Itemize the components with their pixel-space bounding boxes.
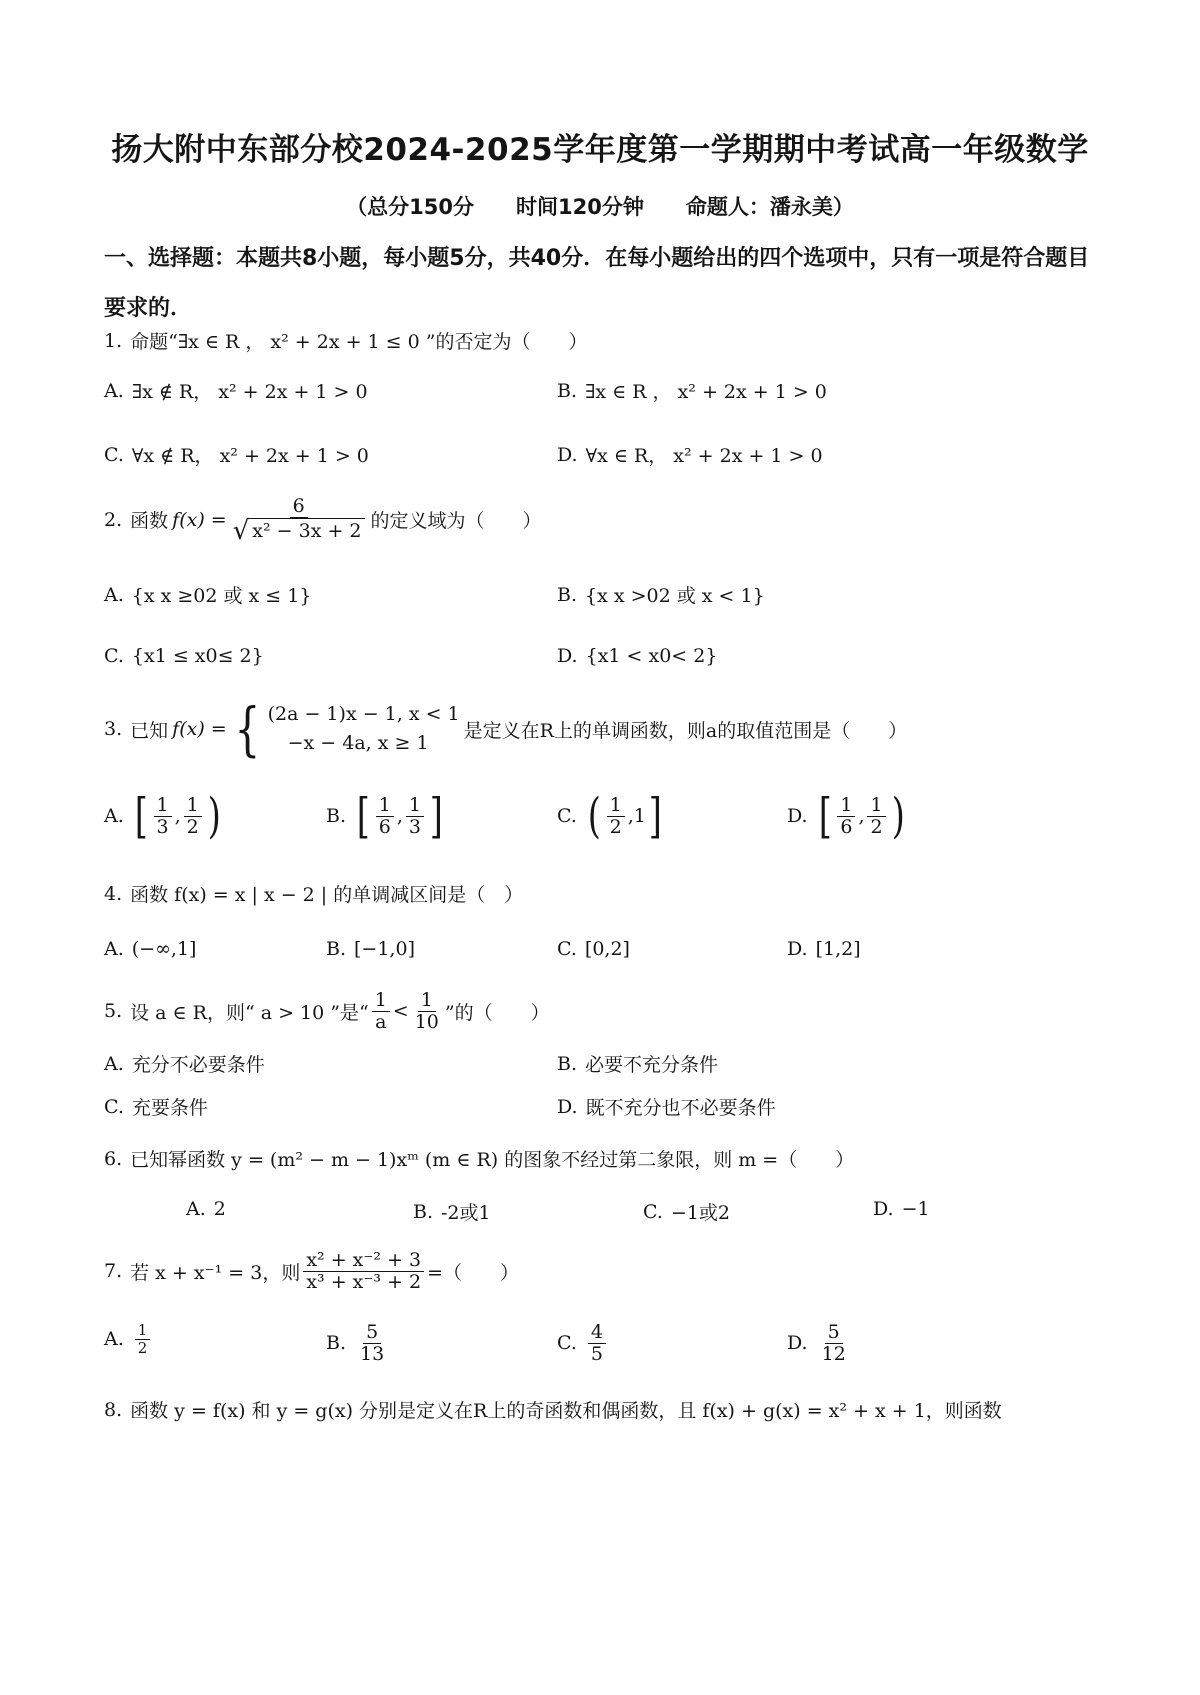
question-number: 6. — [104, 1147, 123, 1170]
denominator: 6 — [840, 815, 853, 838]
option-a — [104, 581, 311, 608]
option-b — [557, 1050, 718, 1077]
question-stem-post: 是定义在R上的单调函数，则a的取值范围是（ ） — [463, 719, 908, 742]
question-number: 1. — [104, 329, 123, 352]
option-label: B. — [326, 805, 347, 827]
option-c — [104, 441, 369, 468]
option-label: D. — [787, 805, 808, 827]
option-text: 充要条件 — [131, 1097, 208, 1119]
question-stem-post: ”的（ ） — [444, 1001, 550, 1024]
option-d — [787, 1322, 852, 1365]
question-7 — [104, 1250, 519, 1293]
option-label: B. — [326, 938, 347, 960]
denominator: 12 — [821, 1342, 846, 1365]
option-text: 必要不充分条件 — [585, 1054, 719, 1076]
numerator: 1 — [184, 795, 202, 817]
option-label: A. — [104, 938, 124, 960]
less-than: < — [392, 1000, 409, 1023]
question-1 — [104, 327, 587, 354]
fraction — [184, 795, 202, 838]
fraction — [588, 1322, 606, 1365]
piecewise-cases — [268, 700, 460, 759]
question-number: 8. — [104, 1398, 123, 1421]
option-text: [1,2] — [815, 938, 861, 960]
option-label: A. — [104, 583, 124, 606]
option-label: A. — [104, 805, 124, 827]
option-label: C. — [104, 443, 124, 466]
option-b — [413, 1198, 491, 1225]
option-a — [104, 938, 196, 960]
option-text: ∃x ∉ R， x² + 2x + 1 > 0 — [131, 381, 368, 403]
option-b — [326, 938, 415, 960]
option-d — [873, 1198, 930, 1220]
denominator: a — [375, 1010, 387, 1033]
exam-subtitle: （总分150分 时间120分钟 命题人：潘永美） — [346, 195, 854, 219]
numerator: 1 — [376, 795, 394, 817]
numerator: 5 — [363, 1322, 381, 1344]
option-b — [557, 581, 765, 608]
option-label: B. — [557, 583, 578, 606]
question-stem-pre: 设 a ∈ R，则“ a > 10 ”是“ — [130, 1001, 369, 1024]
question-stem-pre: 若 x + x⁻¹ = 3，则 — [130, 1261, 301, 1284]
option-d — [557, 441, 823, 468]
option-label: A. — [186, 1198, 206, 1220]
question-stem-pre: 函数 — [130, 510, 169, 533]
function-name: f(x) = — [172, 508, 227, 531]
denominator: 3 — [408, 815, 421, 838]
option-label: A. — [104, 1052, 124, 1075]
denominator: 5 — [590, 1342, 603, 1365]
option-text: {x x ≥02 或 x ≤ 1} — [131, 585, 312, 607]
option-text: 既不充分也不必要条件 — [585, 1097, 776, 1119]
function-name: f(x) = — [172, 718, 227, 741]
bracket-open: [ — [134, 788, 148, 844]
option-c — [104, 1093, 208, 1120]
question-stem-post: =（ ） — [427, 1261, 520, 1284]
fraction — [135, 1322, 151, 1356]
denominator: 10 — [414, 1010, 439, 1033]
option-text: −1或2 — [670, 1202, 731, 1224]
numerator: 1 — [418, 990, 436, 1012]
option-a — [186, 1198, 226, 1220]
bracket-open: [ — [356, 788, 370, 844]
denominator: 2 — [186, 815, 199, 838]
option-label: A. — [104, 1328, 124, 1350]
fraction — [867, 795, 885, 838]
option-label: C. — [643, 1200, 663, 1223]
option-label: A. — [104, 379, 124, 402]
denominator: 6 — [378, 815, 391, 838]
bracket-open: ( — [587, 788, 601, 844]
question-8 — [104, 1396, 1002, 1423]
option-text: -2或1 — [441, 1202, 491, 1224]
question-2 — [104, 496, 542, 544]
denominator: 2 — [137, 1338, 148, 1357]
option-label: D. — [787, 938, 808, 960]
denominator: 2 — [870, 815, 883, 838]
question-stem-pre: 已知 — [130, 719, 169, 742]
bracket-close: ) — [891, 788, 905, 844]
option-label: B. — [557, 379, 578, 402]
numerator: 4 — [588, 1322, 606, 1344]
option-a — [104, 788, 223, 844]
option-label: B. — [326, 1332, 347, 1355]
option-text: −1 — [901, 1198, 930, 1220]
option-label: D. — [873, 1198, 894, 1220]
option-d — [557, 645, 717, 667]
numerator: 1 — [867, 795, 885, 817]
option-label: C. — [557, 805, 577, 827]
fraction — [837, 795, 855, 838]
option-d — [557, 1093, 776, 1120]
numerator: 1 — [406, 795, 424, 817]
option-text: {x1 < x0< 2} — [585, 645, 718, 667]
option-c — [643, 1198, 730, 1225]
option-text: (−∞,1] — [131, 938, 197, 960]
option-text: ∃x ∈ R ， x² + 2x + 1 > 0 — [585, 381, 827, 403]
numerator: 1 — [154, 795, 172, 817]
fraction — [357, 1322, 387, 1365]
numerator: 5 — [825, 1322, 843, 1344]
numerator: 1 — [135, 1322, 151, 1340]
comma: , — [174, 805, 181, 827]
question-stem: 已知幂函数 y = (m² − m − 1)xᵐ (m ∈ R) 的图象不经过第二象限，则 m =（ ） — [130, 1149, 855, 1171]
fraction-numerator: 6 — [290, 496, 308, 518]
question-5 — [104, 990, 550, 1033]
fraction — [406, 795, 424, 838]
option-a — [104, 377, 368, 404]
option-text: [0,2] — [584, 938, 630, 960]
denominator: 2 — [609, 815, 622, 838]
numerator: 1 — [607, 795, 625, 817]
bracket-close: ) — [207, 788, 221, 844]
numerator: 1 — [837, 795, 855, 817]
fraction — [372, 990, 390, 1033]
option-text: {x x >02 或 x < 1} — [585, 585, 765, 607]
option-b — [326, 788, 446, 844]
denominator: 3 — [156, 815, 169, 838]
option-a — [104, 1050, 265, 1077]
option-text: ∀x ∉ R， x² + 2x + 1 > 0 — [131, 445, 369, 467]
option-label: C. — [104, 1095, 124, 1118]
option-c — [104, 645, 264, 667]
numerator: 1 — [372, 990, 390, 1012]
option-label: C. — [104, 645, 124, 667]
question-number: 3. — [104, 718, 123, 741]
option-text: [−1,0] — [354, 938, 415, 960]
left-brace: { — [234, 695, 261, 764]
option-b — [557, 377, 827, 404]
option-c — [557, 938, 630, 960]
option-b — [326, 1322, 390, 1365]
question-3 — [104, 695, 908, 764]
option-label: B. — [557, 1052, 578, 1075]
question-6 — [104, 1145, 854, 1172]
option-d — [787, 938, 861, 960]
fraction — [230, 496, 368, 544]
option-label: B. — [413, 1200, 434, 1223]
fraction — [412, 990, 442, 1033]
option-label: D. — [787, 1332, 808, 1355]
fraction — [819, 1322, 849, 1365]
denominator: 13 — [360, 1342, 385, 1365]
option-c — [557, 788, 665, 844]
exam-title: 扬大附中东部分校2024-2025学年度第一学期期中考试高一年级数学 — [111, 132, 1089, 168]
question-4 — [104, 880, 523, 907]
bracket-open: [ — [818, 788, 832, 844]
question-number: 7. — [104, 1260, 123, 1283]
option-label: D. — [557, 1095, 578, 1118]
denominator: x³ + x⁻³ + 2 — [306, 1270, 422, 1293]
option-text: {x1 ≤ x0≤ 2} — [131, 645, 264, 667]
section-heading: 一、选择题：本题共8小题，每小题5分，共40分．在每小题给出的四个选项中，只有一项是符合题目要求的． — [104, 246, 1090, 321]
option-text: 充分不必要条件 — [131, 1054, 265, 1076]
option-text: 2 — [213, 1198, 226, 1220]
question-stem: 函数 f(x) = x | x − 2 | 的单调减区间是（ ） — [130, 884, 524, 906]
square-root — [230, 515, 368, 546]
bracket-close: ] — [429, 788, 443, 844]
option-label: C. — [557, 1332, 577, 1355]
question-stem: 命题“∃x ∈ R ， x² + 2x + 1 ≤ 0 ”的否定为（ ） — [130, 331, 588, 353]
question-stem-post: 的定义域为（ ） — [370, 510, 542, 533]
option-label: D. — [557, 645, 578, 667]
fraction — [154, 795, 172, 838]
fraction — [376, 795, 394, 838]
question-stem: 函数 y = f(x) 和 y = g(x) 分别是定义在R上的奇函数和偶函数，且 f(x) + g(x) = x² + x + 1，则函数 — [130, 1400, 1002, 1422]
numerator: x² + x⁻² + 3 — [303, 1250, 424, 1272]
case-2: −x − 4a, x ≥ 1 — [287, 732, 429, 755]
option-label: C. — [557, 938, 577, 960]
fraction — [607, 795, 625, 838]
option-label: D. — [557, 443, 578, 466]
option-c — [557, 1322, 609, 1365]
fraction-denominator: x² − 3x + 2 — [249, 518, 364, 544]
fraction — [303, 1250, 424, 1293]
question-number: 5. — [104, 1000, 123, 1023]
radical-sign: √ — [232, 515, 250, 546]
bracket-close: ] — [648, 788, 662, 844]
interval-end: ,1 — [627, 805, 646, 827]
option-a — [104, 1322, 153, 1356]
case-1: (2a − 1)x − 1, x < 1 — [267, 703, 460, 725]
option-d — [787, 788, 907, 844]
option-text: ∀x ∈ R， x² + 2x + 1 > 0 — [585, 445, 823, 467]
question-number: 2. — [104, 508, 123, 531]
question-number: 4. — [104, 882, 123, 905]
comma: , — [858, 805, 865, 827]
comma: , — [396, 805, 403, 827]
